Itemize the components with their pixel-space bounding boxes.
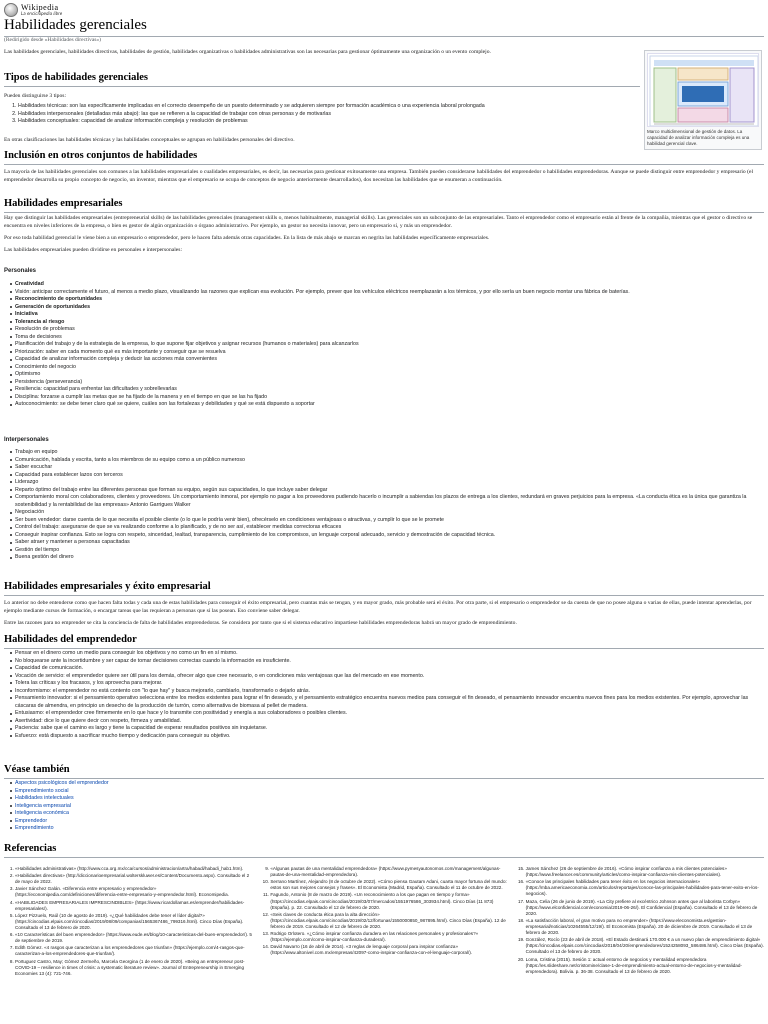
list-item: Capacidad de analizar información compleja y deducir las acciones más convenientes [10,356,764,364]
list-item: Conseguir inspirar confianza. Esto se logra con respeto, sinceridad, lealtad, transparencia, cumplimiento de los compromisos, un lenguaje corporal adecuado, servicio y demostración de capacidad técnica. [10,532,764,540]
list-item: Visión: anticipar correctamente el futuro, al menos a medio plazo, visualizando las razones que explican esa evolución. Por ejemplo, prever que los vehículos eléctricos reemplazarán a los térmicos, y por ello sería un buen negocio montar una fábrica de baterías. [10,289,764,297]
section-heading-vease: Véase también [4,763,764,779]
list-item: Vocación de servicio: el emprendedor quiere ser útil para los demás, ofrecer algo que cree necesario, o en condiciones más ventajosas que las del mercado en ese momento. [10,673,764,681]
list-item: Esfuerzo: está dispuesto a sacrificar mucho tiempo y dedicación para conseguir su objetivo. [10,733,764,741]
tipos-note-wrap [4,136,640,144]
list-item: Pensamiento innovador: si el pensamiento operativo selecciona entre los medios existentes para lograr el fin deseado, y el pensamiento estratégico encuentra nuevos medios para conseguir el fin deseado, el pensamiento innovador encuentra nuevos fines para los medios existentes. Por ejemplo, aprovechar las cáscaras de almendra, en principio un desecho de la producción de turrón, como alternativa de biomasa al pellet de madera. [10,695,764,710]
reference-item: 14. David Navarro (16 de abril de 2014). «3 reglas de lenguaje corporal para inspirar confianza» (https://www.altonivel.com.mx/empresas/42097-como-inspirar-confianza-con-el-lenguaje-corporal/). [270,944,508,956]
list-item: Negociación [10,509,764,517]
reference-item: 20. Loma, Cristina (2015). Sesión 1: actual entorno de negocios y mentalidad emprendedora (https://es.slideshare.net/cristomine/clase-1-de-emprendimiento-actual-entorno-de-negocios-y-mentalidad-emprendedora). Bolivia. p. 36-38. Consultado el 13 de febrero de 2020. [526,957,764,975]
subheading-interpersonales: Interpersonales [4,437,49,443]
list-item: Comportamiento moral con colaboradores, clientes y proveedores. Un comportamiento inmoral, por ejemplo no pagar a los proveedores pudiendo hacerlo o incumplir a sabiendas los plazos de entrega a los clientes, redundará en graves perjuicios para la empresa. «La conducta ética es la única que garantiza la sostenibilidad y la rentabilidad de las empresas» Antonio Garrigues Walker [10,494,764,509]
references-column-1 [4,866,253,978]
empresariales-p2: Por eso toda habilidad gerencial le viene bien a un empresario o emprendedor, pero le hacen falta además otras capacidades. En la lista de más abajo se marcan en negrita las habilidades específicamente empresariales. [4,235,490,242]
section-heading-referencias: Referencias [4,842,764,858]
list-item: Priorización: saber en cada momento qué es más importante y conseguir que se resuelva [10,349,764,357]
list-item: Comunicación, hablada y escrita, tanto a los miembros de su equipo como a un público numeroso [10,457,764,465]
section-heading-exito: Habilidades empresariales y éxito empresarial [4,580,764,596]
tipos-lead: Pueden distinguirse 3 tipos: [4,93,66,99]
vease-list [10,780,764,833]
list-item: Inconformismo: el emprendedor no está contento con "lo que hay" y busca mejorarlo, cambiarlo, transformarlo o dejarlo atrás. [10,688,764,696]
list-item: Pensar en el dinero como un medio para conseguir los objetivos y no como un fin en sí mismo. [10,650,764,658]
list-item: 2. Habilidades interpersonales (detalladas más abajo): las que se refieren a la capacidad de trabajar con otras personas y de motivarlas [18,111,640,119]
list-item: Tolerancia al riesgo [10,319,764,327]
list-item: Saber escuchar [10,464,764,472]
list-item: Saber atraer y mantener a personas capacitadas [10,539,764,547]
references-list [4,866,764,978]
reference-item: 19. González, Rocío (23 de abril de 2018). «El Estado destinará 170.000 € a un nuevo plan de emprendimiento digital» (https://cincodias.elpais.com/cincodias/2018/04/20/emprendedores/1524258093_586486.html). Cinco Días (España). Consultado el 13 de febrero de 2020. [526,937,764,955]
list-item: Optimismo [10,371,764,379]
list-item: Gestión del tiempo [10,547,764,555]
reference-item: 5. López Pizzuelo, Raúl (10 de agosto de 2019). «¿Qué habilidades debe tener el líder digital?» (https://cincodias.elpais.com/cincodias/2019/08/09/companias/1565367486_799316.html). Cinco Días (España). Consultado el 13 de febrero de 2020. [15,913,253,931]
references-column-3 [515,866,764,978]
list-item: Trabajo en equipo [10,449,764,457]
section-heading-inclusion: Inclusión en otros conjuntos de habilidades [4,149,764,165]
empresariales-p1: Hay que distinguir las habilidades empresariales (entrepreneurial skills) de las habilidades gerenciales (management skills o, menos habitualmente, managerial skills). Las gerenciales son un subconjunto de las empresariales. Tanto el emprendedor como el empresario están al frente de la compañía, mientras que el gestor o directivo se encuentra en niveles inferiores de la empresa, o bien es gestor de algún organización o órgano administrativo. Por ejemplo, un gestor no necesita innovar, pero un empresario sí, y más un emprendedor. [4,215,753,230]
interpersonales-list [10,449,764,562]
exito-p1: Lo anterior no debe entenderse como que hacen falta todas y cada una de estas habilidades para conseguir el éxito empresarial, pero cuantas más se tengan, y en mayor grado, más probable será el éxito. Por otra parte, si el empresario o emprendedor se da cuenta de que no posee alguna o varias de ellas, puede intentar aprenderlas, por ejemplo mediante cursos de formación, o encargar tareas que las requieran a personas que sí las posean. Eso conviene saber delegar. [4,600,752,615]
reference-item: 8. Portuguez Castro, May; Gómez Zermeño, Marcela Georgina (1 de enero de 2020). «Being an entrepreneur post-COVID-19 – resilience in times of crisis: a systematic literature review». Journal of Entrepreneurship in Emerging Economies 13 (4): 721-746. [15,959,253,977]
figure [644,50,762,150]
tipos-list [10,103,640,126]
list-item: Asertividad: dice lo que quiere decir con respeto, firmeza y amabilidad. [10,718,764,726]
see-also-link[interactable]: Aspectos psicológicos del emprendedor [10,780,764,788]
list-item: Persistencia (perseverancia) [10,379,764,387]
list-item: Entusiasmo: el emprendedor cree firmemente en lo que hace y lo transmite con positividad y energía a sus colaboradores o posibles clientes. [10,710,764,718]
list-item: Tolera las críticas y los fracasos, y los aprovecha para mejorar. [10,680,764,688]
list-item: Capacidad para establecer lazos con terceros [10,472,764,480]
list-item: 3. Habilidades conceptuales: capacidad de analizar información compleja y resolución de problemas [18,118,640,126]
figure-image[interactable] [647,53,759,127]
list-item: Generación de oportunidades [10,304,764,312]
reference-item: 7. Edith Gómez. «4 rasgos que caracterizan a los emprendedores que triunfan» (https://ejemplo.com/4-rasgos-que-caracterizan-a-los-emprendedores-que-triunfan/). [15,945,253,957]
intro-paragraph: Las habilidades gerenciales, habilidades directivas, habilidades de gestión, habilidades organizativas o habilidades administrativas son las necesarias para gestionar óptimamente una organización o un evento complejo. [4,49,491,55]
tipos-lead-wrap [4,92,640,100]
section-heading-tipos: Tipos de habilidades gerenciales [4,71,640,87]
list-item: Paciencia: sabe que el camino es largo y tiene la capacidad de esperar resultados positivos sin inquietarse. [10,725,764,733]
list-item: Reconocimiento de oportunidades [10,296,764,304]
redirect-note: (Redirigido desde «Habilidades directivas») [4,37,101,43]
exito-wrap [4,599,764,627]
list-item: Control del trabajo: asegurarse de que se va realizando conforme a lo planificado, y de no ser así, establecer medidas correctoras eficaces [10,524,764,532]
list-item: Liderazgo [10,479,764,487]
section-heading-empresariales: Habilidades empresariales [4,197,764,213]
inclusion-text: La mayoría de las habilidades gerenciales son comunes a las habilidades empresariales o cualidades empresariales, es decir, las necesarias para gestionar exitosamente una empresa. También pueden considerarse habilidades del emprendedor o habilidades emprendedoras. Aunque se puede distinguir entre emprendedor y empresario (el emprendedor desarrolla su propio concepto de negocio, un inventor, mientras que el empresario se ocupa de conceptos de negocio anteriormente desarrollados), dos necesitan las habilidades que se enumeran a continuación. [4,169,754,184]
list-item: Disciplina: forzarse a cumplir las metas que se ha fijado de la manera y en el tiempo en que se las ha fijado [10,394,764,402]
see-also-link[interactable]: Emprendimiento [10,825,764,833]
reference-item: 3. Javier Sánchez Galán. «Diferencia entre empresario y emprendedor» (https://economipedia.com/definiciones/diferencia-entre-empresario-y-emprendedor.html). Economipedia. [15,886,253,898]
empresariales-wrap [4,214,764,254]
reference-item: 17. Maza, Celia (26 de junio de 2019). «La City prefiere al excéntrico Johnson antes que al laborista Corbyn» (https://www.elconfidencial.com/economia/2019-06-26/). El Confidencial (España). Consultado el 13 de febrero de 2020. [526,899,764,917]
emprendedor-list [10,650,764,740]
reference-item: 13. Rodrigo Orlotero. «¿Cómo inspirar confianza duradera en las relaciones personales y profesionales?» (https://ejemplo.com/como-inspirar-confianza-duradera/). [270,931,508,943]
list-item: Conocimiento del negocio [10,364,764,372]
reference-item: 12. «Seis claves de conducta ética para la alta dirección» (https://cincodias.elpais.com/cincodias/2019/02/12/fortunas/1550000850_987895.html). Cinco Días (España). 12 de febrero de 2019. Consultado el 12 de febrero de 2020. [270,912,508,930]
list-item: 1. Habilidades técnicas: son las específicamente implicadas en el correcto desempeño de un puesto determinado y se adquieren siempre por formación académica o una experiencia laboral prolongada [18,103,640,111]
subheading-personales: Personales [4,268,37,274]
list-item: Autoconocimiento: se debe tener claro qué se quiere, cuáles son las fortalezas y debilidades y qué se está dispuesto a soportar [10,401,764,409]
inclusion-wrap [4,168,764,184]
list-item: No bloquearse ante la incertidumbre y ser capaz de tomar decisiones correctas cuando la información es insuficiente. [10,658,764,666]
list-item: Creatividad [10,281,764,289]
list-item: Iniciativa [10,311,764,319]
reference-item: 2. «Habilidades directivas» (http://diccionarioempresarial.wolterskluwer.es/Content/Documento.aspx). Consultado el 2 de mayo de 2022. [15,873,253,885]
reference-item: 1. «Habilidades administrativas» (http://www.cca.org.mx/cca/cursos/administracion/artra/habadi/habadi_hab1.htm). [15,866,253,872]
references-column-2 [259,866,508,978]
see-also-link[interactable]: Emprendedor [10,818,764,826]
reference-item: 10. Serrano Martínez, Alejandro (8 de octubre de 2022). «Cómo piensa Gautam Adani, cuarta mayor fortuna del mundo: estos son sus mejores consejos y frases». El Economista (Madrid, España). Consultado el 11 de octubre de 2022. [270,879,508,891]
reference-item: 9. «Algunas pautas de una mentalidad emprendedora» (https://www.pymesyautonomos.com/management/algunas-pautas-de-una-mentalidad-emprendedora). [270,866,508,878]
list-item: Resiliencia: capacidad para enfrentar las dificultades y sobrellevarlas [10,386,764,394]
personales-list [10,281,764,409]
exito-p2: Entre las razones para no emprender se cita la conciencia de falta de habilidades emprendedoras. Se considera por tanto que si el sistema educativo impartiese habilidades emprendedoras habrá un mayor grado de emprendimiento. [4,620,517,627]
list-item: Buena gestión del dinero [10,554,764,562]
figure-caption: Marco multidimensional de gestión de datos. La capacidad de analizar información compleja es una habilidad gerencial clave. [647,129,750,147]
reference-item: 16. «Conoce las principales habilidades para tener éxito en los negocios internacionales» (https://mba.americaeconomia.com/articulos/reportajes/conoce-las-principales-habilidades-para-tener-exito-en-los-negocios). [526,879,764,897]
list-item: Capacidad de comunicación. [10,665,764,673]
list-item: Resolución de problemas [10,326,764,334]
list-item: Reparto óptimo del trabajo entre las diferentes personas que forman su equipo, según sus capacidades, lo que incluye saber delegar [10,487,764,495]
section-heading-emprendedor: Habilidades del emprendedor [4,633,764,649]
list-item: Toma de decisiones [10,334,764,342]
see-also-link[interactable]: Emprendimiento social [10,788,764,796]
see-also-link[interactable]: Inteligencia empresarial [10,803,764,811]
reference-item: 6. «10 Características del buen emprendedor» (https://www.eude.es/blog/10-caracteristicas-del-buen-emprendedor/). 5 de septiembre de 2019. [15,932,253,944]
list-item: Planificación del trabajo y de la estrategia de la empresa, lo que supone fijar objetivos y asignar recursos (humanos o materiales) para alcanzarlos [10,341,764,349]
reference-item: 4. «HABILIDADES EMPRESARIALES IMPRESCINDIBLES» (https://www.ricardollamas.es/emprender/habilidades-empresariales/). [15,900,253,912]
see-also-link[interactable]: Inteligencia económica [10,810,764,818]
see-also-link[interactable]: Habilidades intelectuales [10,795,764,803]
intro-section [4,48,640,56]
logo-tagline: La enciclopedia libre [21,11,63,16]
page-title: Habilidades gerenciales [4,15,764,37]
reference-item: 11. Fagundo, Antonio (8 de marzo de 2019). «Un reconocimiento a los que pagan en tiempo y forma» (https://cincodias.elpais.com/cincodias/2019/03/07/mercados/1551976586_303934.html). Cinco Días (11 873) (España). p. 22. Consultado el 12 de febrero de 2020. [270,892,508,910]
reference-item: 15. James Sánchez (26 de septiembre de 2016). «Cómo inspirar confianza a mis clientes potenciales» (https://www.freelancer.es/community/articles/como-inspirar-confianza-mis-clientes-potenciales). [526,866,764,878]
list-item: Ser buen vendedor: darse cuenta de lo que necesita el posible cliente (o lo que le podría venir bien), ofrecérselo en condiciones ventajosas o atractivas, y cumplir lo que se le promete [10,517,764,525]
empresariales-p3: Las habilidades empresariales pueden dividirse en personales e interpersonales: [4,247,183,254]
reference-item: 18. «La satisfacción laboral, el gran motivo para no emprender» (https://www.eleconomista.es/gestion-empresarial/noticias/10264555/12/19/). El Economista (España). 20 de diciembre de 2019. Consultado el 13 de febrero de 2020. [526,918,764,936]
logo-name: Wikipedia [21,3,59,12]
tipos-note: En otras clasificaciones las habilidades técnicas y las habilidades conceptuales se agrupan en habilidades personales del directivo. [4,137,295,143]
